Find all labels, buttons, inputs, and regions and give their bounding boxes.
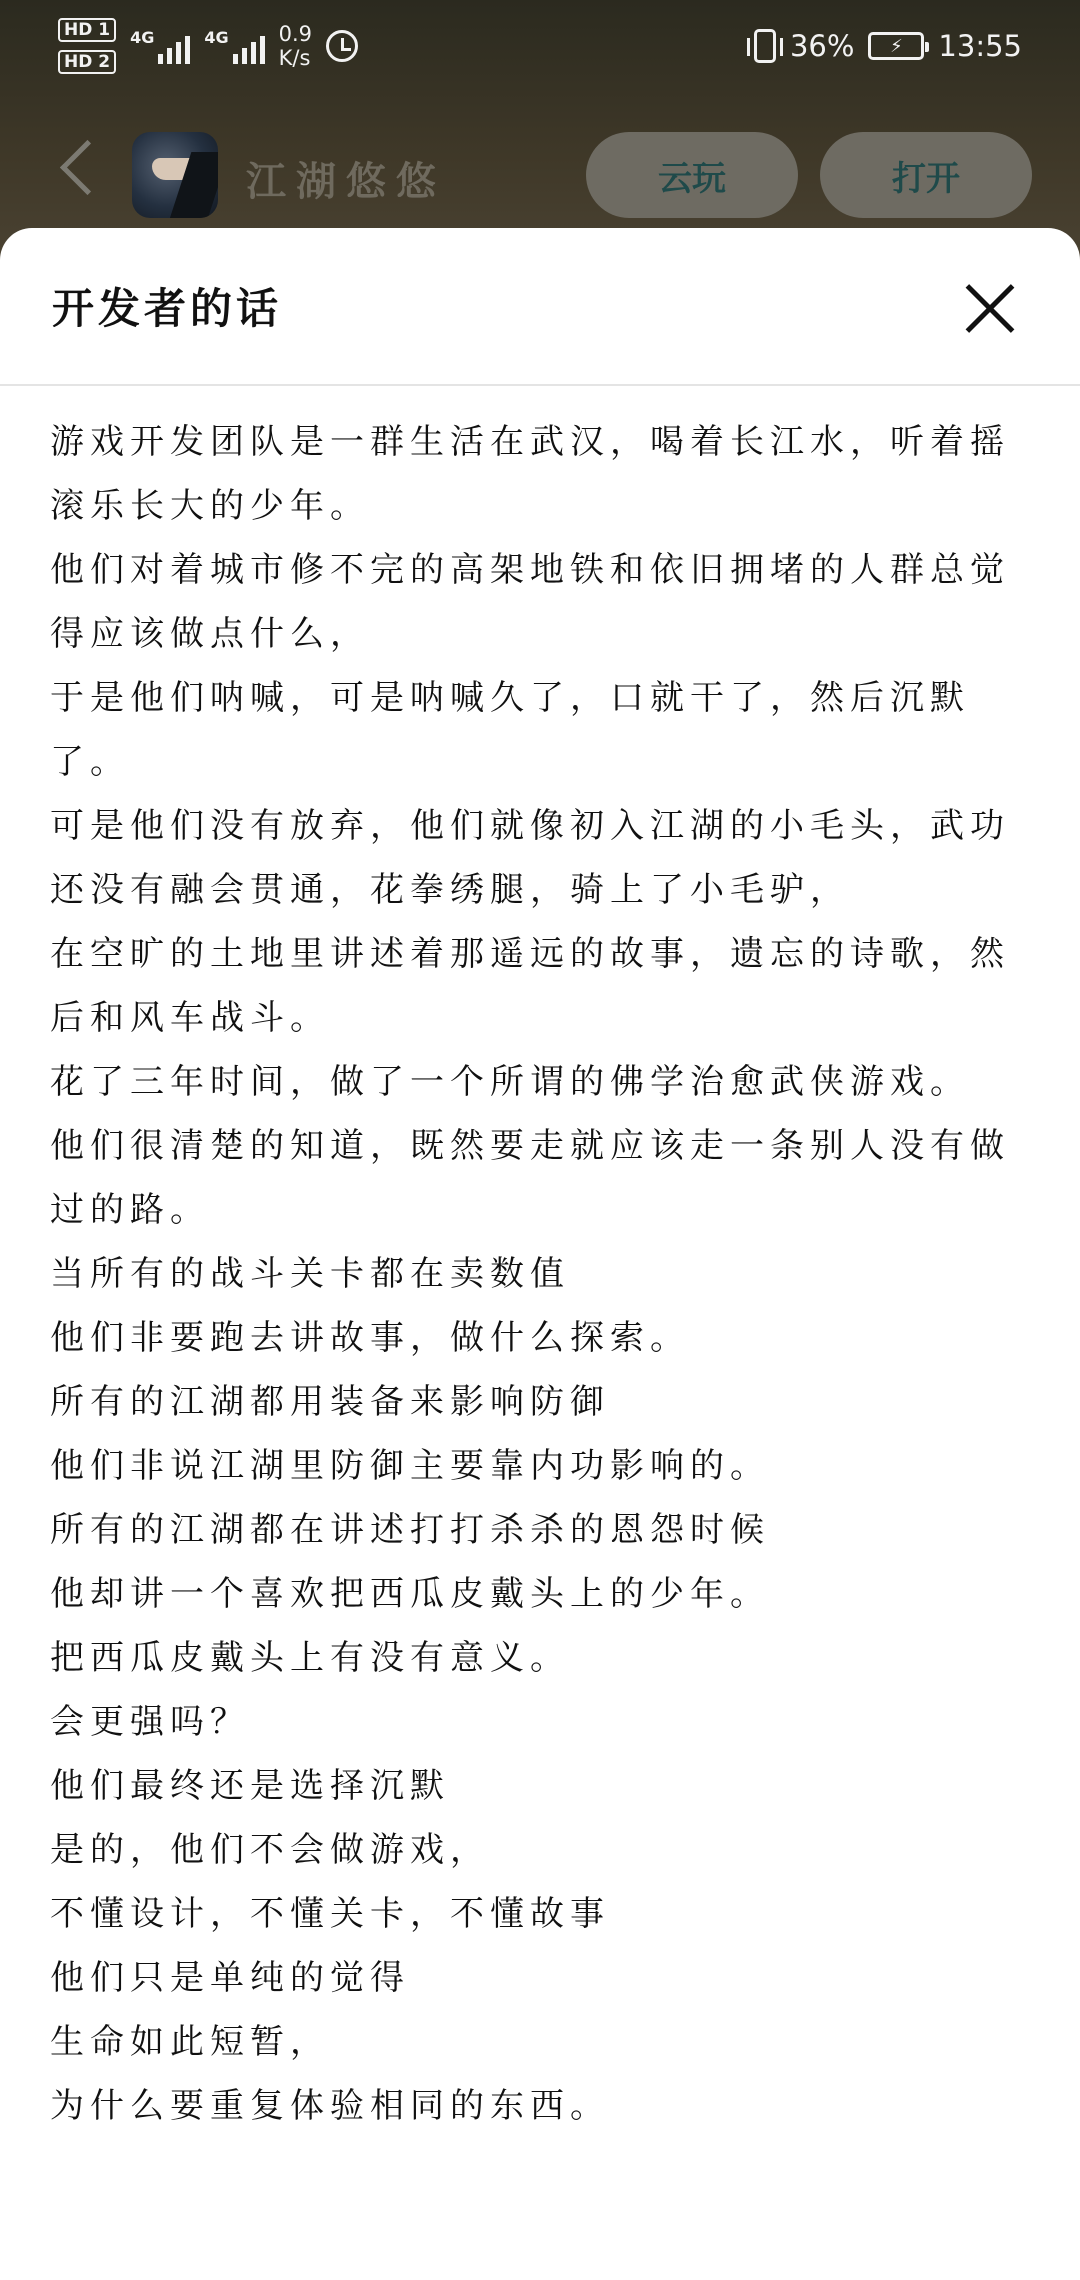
hd1-badge: HD 1 <box>58 18 116 42</box>
paragraph: 是的，他们不会做游戏， <box>50 1830 490 1870</box>
sheet-content <box>50 410 1030 2138</box>
open-button[interactable]: 打开 <box>820 132 1032 218</box>
network-1-label: 4G <box>130 28 155 47</box>
network-speed <box>279 22 312 70</box>
clock: 13:55 <box>938 29 1022 63</box>
paragraph: 生命如此短暂， <box>50 2022 330 2062</box>
paragraph: 花了三年时间，做了一个所谓的佛学治愈武侠游戏。 <box>50 1062 970 1102</box>
paragraph: 所有的江湖都用装备来影响防御 <box>50 1382 610 1422</box>
paragraph: 把西瓜皮戴头上有没有意义。 <box>50 1638 570 1678</box>
battery-icon: ⚡ <box>868 32 924 60</box>
network-2-label: 4G <box>204 28 229 47</box>
paragraph: 他们非要跑去讲故事，做什么探索。 <box>50 1318 690 1358</box>
paragraph: 他们非说江湖里防御主要靠内功影响的。 <box>50 1446 770 1486</box>
signal-2-icon <box>204 28 264 64</box>
speed-value: 0.9 <box>278 22 313 46</box>
alarm-icon <box>326 30 358 62</box>
battery-percent: 36% <box>789 29 855 63</box>
developer-notes-sheet <box>0 228 1080 2280</box>
paragraph: 他们很清楚的知道，既然要走就应该走一条别人没有做过的路。 <box>50 1126 1010 1230</box>
paragraph: 他们只是单纯的觉得 <box>50 1958 410 1998</box>
app-name: 江湖悠悠 <box>246 158 446 205</box>
vibrate-icon <box>754 29 776 63</box>
sheet-title: 开发者的话 <box>52 284 283 333</box>
back-arrow-icon[interactable] <box>60 140 115 195</box>
app-bar <box>0 120 1080 240</box>
paragraph: 当所有的战斗关卡都在卖数值 <box>50 1254 570 1294</box>
paragraph: 在空旷的土地里讲述着那遥远的故事，遗忘的诗歌，然后和风车战斗。 <box>50 934 1010 1038</box>
speed-unit: K/s <box>278 46 311 70</box>
signal-1-icon <box>130 28 190 64</box>
paragraph: 他却讲一个喜欢把西瓜皮戴头上的少年。 <box>50 1574 770 1614</box>
paragraph: 他们最终还是选择沉默 <box>50 1766 450 1806</box>
hd2-badge: HD 2 <box>58 50 116 74</box>
status-right <box>754 22 1022 70</box>
close-icon[interactable] <box>962 280 1018 336</box>
status-left <box>58 14 358 78</box>
status-bar <box>0 0 1080 92</box>
paragraph: 可是他们没有放弃，他们就像初入江湖的小毛头，武功还没有融会贯通，花拳绣腿，骑上了小毛驴， <box>50 806 1010 910</box>
paragraph: 为什么要重复体验相同的东西。 <box>50 2086 610 2126</box>
paragraph: 不懂设计，不懂关卡，不懂故事 <box>50 1894 610 1934</box>
paragraph: 他们对着城市修不完的高架地铁和依旧拥堵的人群总觉得应该做点什么， <box>50 550 1010 654</box>
paragraph: 会更强吗？ <box>50 1702 250 1742</box>
paragraph: 游戏开发团队是一群生活在武汉，喝着长江水，听着摇滚乐长大的少年。 <box>50 422 1010 526</box>
hd-indicators <box>58 18 116 74</box>
paragraph: 于是他们呐喊，可是呐喊久了，口就干了，然后沉默了。 <box>50 678 970 782</box>
paragraph: 所有的江湖都在讲述打打杀杀的恩怨时候 <box>50 1510 770 1550</box>
sheet-header <box>0 228 1080 386</box>
app-icon <box>132 132 218 218</box>
cloud-play-button[interactable]: 云玩 <box>586 132 798 218</box>
